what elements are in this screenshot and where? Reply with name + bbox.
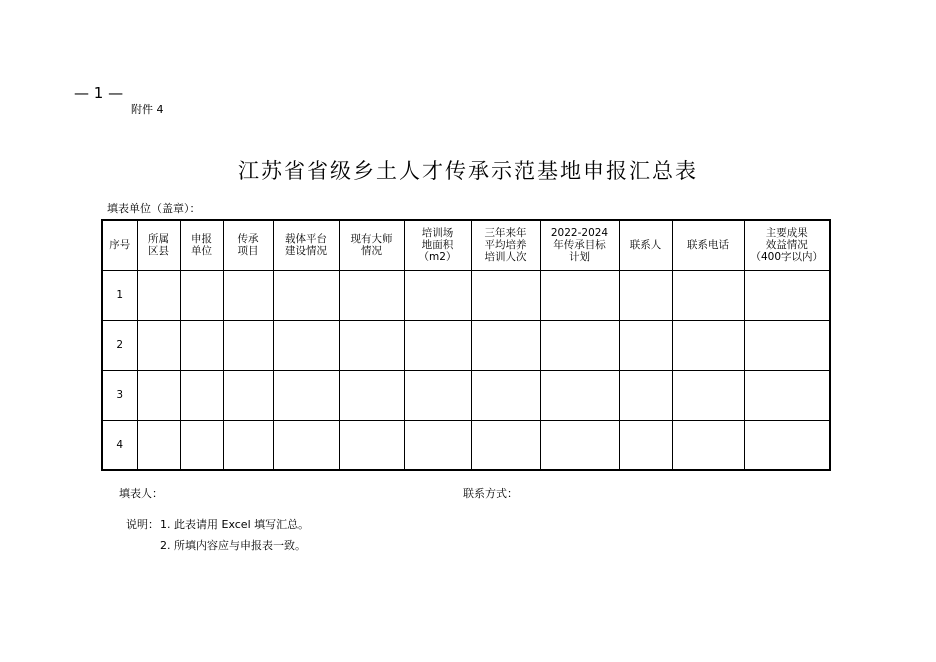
table-cell[interactable]: [137, 370, 180, 420]
table-cell[interactable]: [223, 420, 273, 470]
table-cell[interactable]: [672, 270, 744, 320]
table-cell[interactable]: [180, 320, 223, 370]
table-cell[interactable]: [180, 420, 223, 470]
attachment-label: 附件 4: [131, 103, 164, 116]
header-cell: 联系电话: [672, 220, 744, 270]
table-cell[interactable]: [619, 420, 672, 470]
table-cell[interactable]: [339, 270, 404, 320]
header-cell: 主要成果 效益情况 （400字以内）: [744, 220, 830, 270]
note-item: 1. 此表请用 Excel 填写汇总。: [160, 518, 310, 531]
table-cell[interactable]: [672, 420, 744, 470]
header-cell: 培训场 地面积 （m2）: [404, 220, 471, 270]
table-cell[interactable]: [273, 270, 339, 320]
table-cell[interactable]: [137, 420, 180, 470]
filler-label: 填表人：: [119, 487, 163, 500]
row-number-cell: 4: [102, 420, 137, 470]
document-title: 江苏省省级乡土人才传承示范基地申报汇总表: [238, 159, 698, 183]
table-cell[interactable]: [404, 320, 471, 370]
table-cell[interactable]: [339, 370, 404, 420]
page-number: — 1 —: [74, 84, 124, 102]
header-cell: 联系人: [619, 220, 672, 270]
table-cell[interactable]: [540, 370, 619, 420]
table-cell[interactable]: [471, 320, 540, 370]
row-number-cell: 2: [102, 320, 137, 370]
filling-unit-label: 填表单位（盖章）：: [107, 202, 201, 215]
row-number-cell: 1: [102, 270, 137, 320]
table-row: [102, 270, 830, 320]
table-cell[interactable]: [471, 270, 540, 320]
header-cell: 所属 区县: [137, 220, 180, 270]
table-cell[interactable]: [273, 420, 339, 470]
contact-label: 联系方式：: [463, 487, 518, 500]
table-cell[interactable]: [273, 320, 339, 370]
table-row: [102, 420, 830, 470]
table-cell[interactable]: [744, 370, 830, 420]
header-cell: 申报 单位: [180, 220, 223, 270]
table-cell[interactable]: [180, 370, 223, 420]
table-cell[interactable]: [339, 420, 404, 470]
table-cell[interactable]: [619, 370, 672, 420]
table-row: [102, 370, 830, 420]
header-cell: 序号: [102, 220, 137, 270]
table-cell[interactable]: [180, 270, 223, 320]
header-cell: 现有大师 情况: [339, 220, 404, 270]
table-header-row: [102, 220, 830, 270]
row-number-cell: 3: [102, 370, 137, 420]
table-row: [102, 320, 830, 370]
table-cell[interactable]: [273, 370, 339, 420]
table-cell[interactable]: [540, 420, 619, 470]
table-cell[interactable]: [540, 320, 619, 370]
table-cell[interactable]: [744, 270, 830, 320]
table-cell[interactable]: [619, 320, 672, 370]
notes-prefix: 说明：: [126, 518, 159, 531]
table-cell[interactable]: [339, 320, 404, 370]
table-cell[interactable]: [471, 420, 540, 470]
summary-table: [101, 219, 831, 471]
table-cell[interactable]: [223, 270, 273, 320]
note-item: 2. 所填内容应与申报表一致。: [160, 539, 306, 552]
table-cell[interactable]: [672, 320, 744, 370]
header-cell: 载体平台 建设情况: [273, 220, 339, 270]
table-cell[interactable]: [672, 370, 744, 420]
table-cell[interactable]: [471, 370, 540, 420]
header-cell: 三年来年 平均培养 培训人次: [471, 220, 540, 270]
table-cell[interactable]: [137, 320, 180, 370]
table-cell[interactable]: [404, 370, 471, 420]
table-cell[interactable]: [223, 370, 273, 420]
table-cell[interactable]: [404, 420, 471, 470]
table-cell[interactable]: [404, 270, 471, 320]
table-cell[interactable]: [744, 420, 830, 470]
header-cell: 传承 项目: [223, 220, 273, 270]
table-cell[interactable]: [540, 270, 619, 320]
table-cell[interactable]: [223, 320, 273, 370]
table-cell[interactable]: [137, 270, 180, 320]
table-cell[interactable]: [619, 270, 672, 320]
header-cell: 2022-2024 年传承目标 计划: [540, 220, 619, 270]
table-cell[interactable]: [744, 320, 830, 370]
